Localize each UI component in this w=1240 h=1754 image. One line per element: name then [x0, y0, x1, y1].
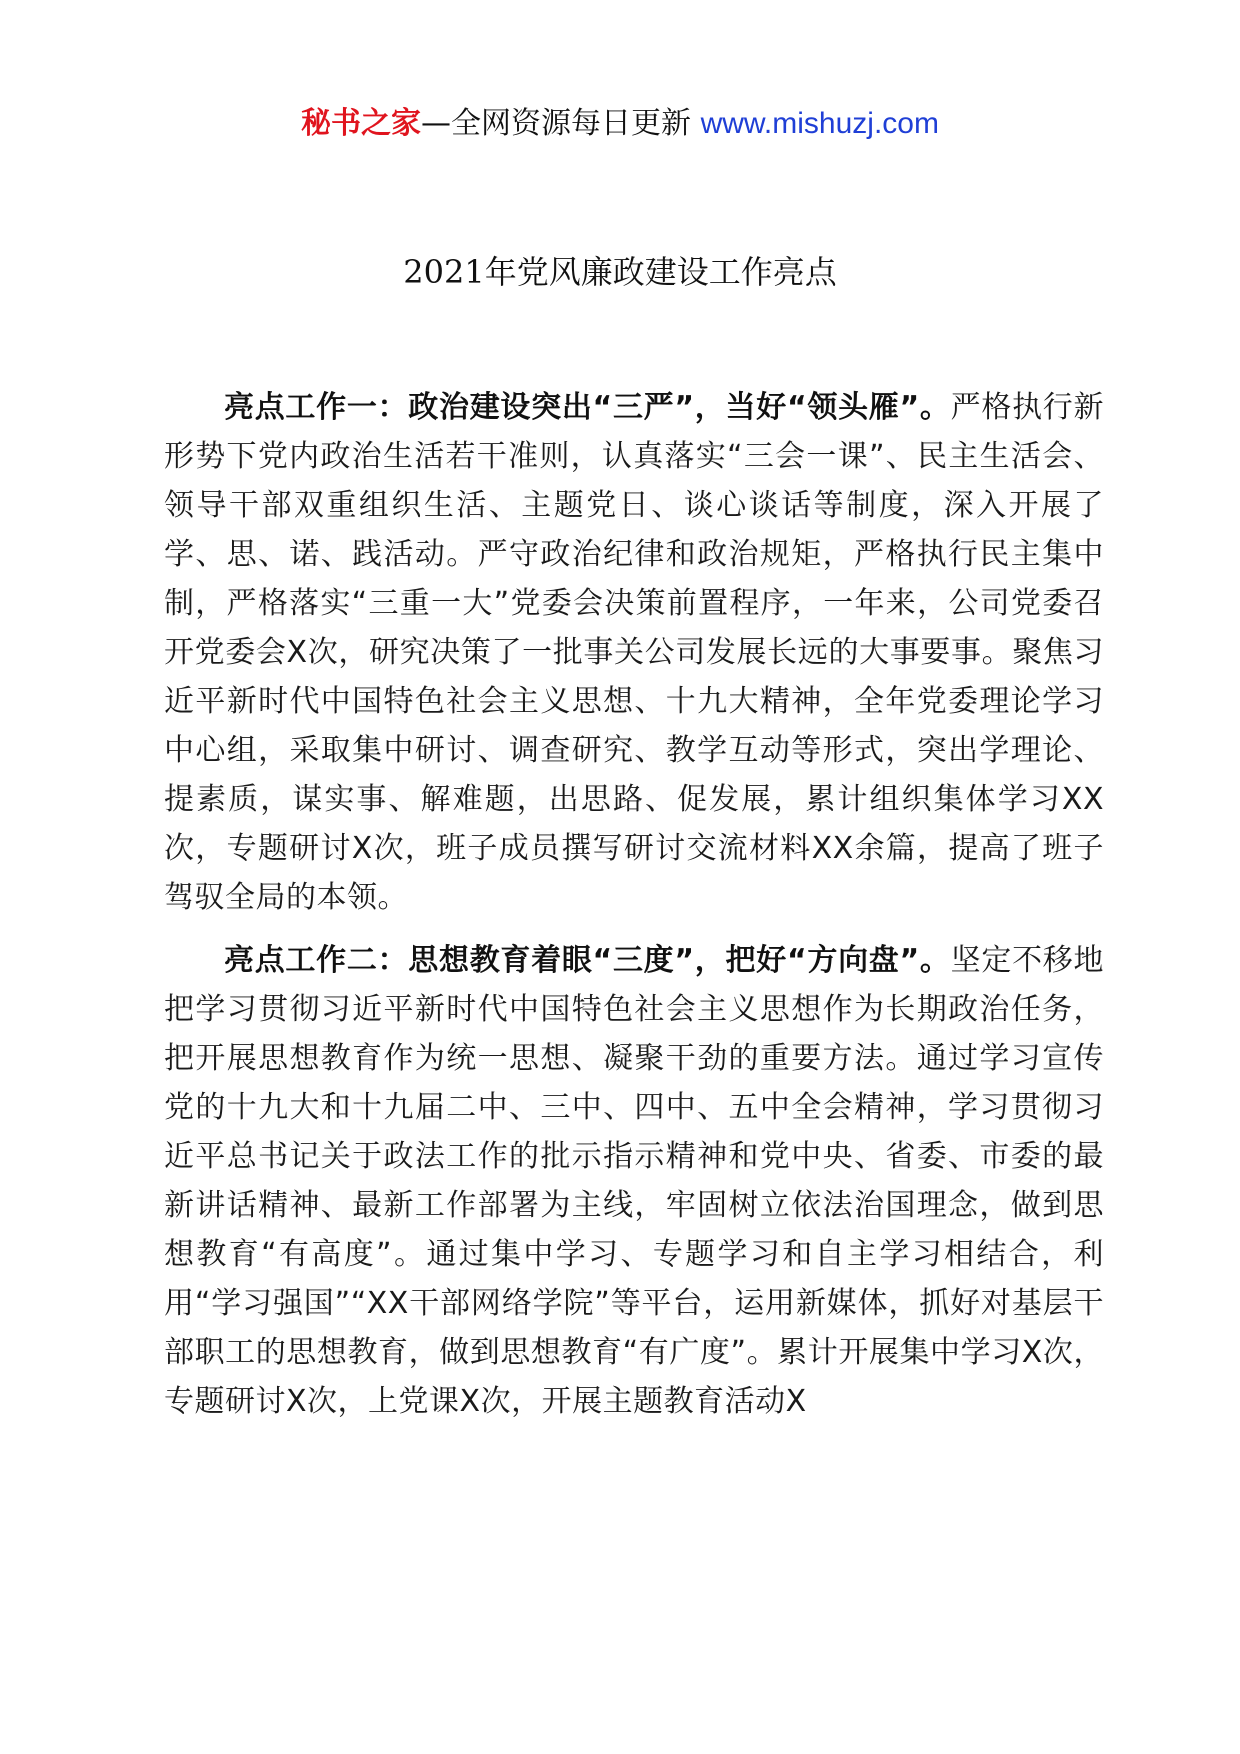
document-body — [164, 383, 1104, 1440]
site-tagline: —全网资源每日更新 — [421, 106, 701, 141]
paragraph-text: 坚定不移地把学习贯彻习近平新时代中国特色社会主义思想作为长期政治任务，把开展思想教育作为统一思想、凝聚干劲的重要方法。通过学习宣传党的十九大和十九届二中、三中、四中、五中全会精神，学习贯彻习近平总书记关于政法工作的批示指示精神和党中央、省委、市委的最新讲话精神、最新工作部署为主线，牢固树立依法治国理念，做到思想教育“有高度”。通过集中学习、专题学习和自主学习相结合，利用“学习强国”“XX干部网络学院”等平台，运用新媒体，抓好对基层干部职工的思想教育，做到思想教育“有广度”。累计开展集中学习X次，专题研讨X次，上党课X次，开展主题教育活动X — [164, 943, 1105, 1419]
site-header — [0, 104, 1240, 144]
paragraph-highlight-one — [164, 383, 1104, 922]
site-url: www.mishuzj.com — [700, 107, 939, 140]
paragraph-highlight-two — [164, 936, 1104, 1426]
paragraph-text: 严格执行新形势下党内政治生活若干准则，认真落实“三会一课”、民主生活会、领导干部双重组织生活、主题党日、谈心谈话等制度，深入开展了学、思、诺、践活动。严守政治纪律和政治规矩，严格执行民主集中制，严格落实“三重一大”党委会决策前置程序，一年来，公司党委召开党委会X次，研究决策了一批事关公司发展长远的大事要事。聚焦习近平新时代中国特色社会主义思想、十九大精神，全年党委理论学习中心组，采取集中研讨、调查研究、教学互动等形式，突出学理论、提素质，谋实事、解难题，出思路、促发展，累计组织集体学习XX次，专题研讨X次，班子成员撰写研讨交流材料XX余篇，提高了班子驾驭全局的本领。 — [164, 390, 1105, 915]
paragraph-lead: 亮点工作一：政治建设突出“三严”，当好“领头雁”。 — [224, 390, 951, 425]
document-title: 2021年党风廉政建设工作亮点 — [403, 253, 837, 291]
paragraph-lead: 亮点工作二：思想教育着眼“三度”，把好“方向盘”。 — [224, 943, 951, 978]
site-brand: 秘书之家 — [301, 106, 422, 141]
